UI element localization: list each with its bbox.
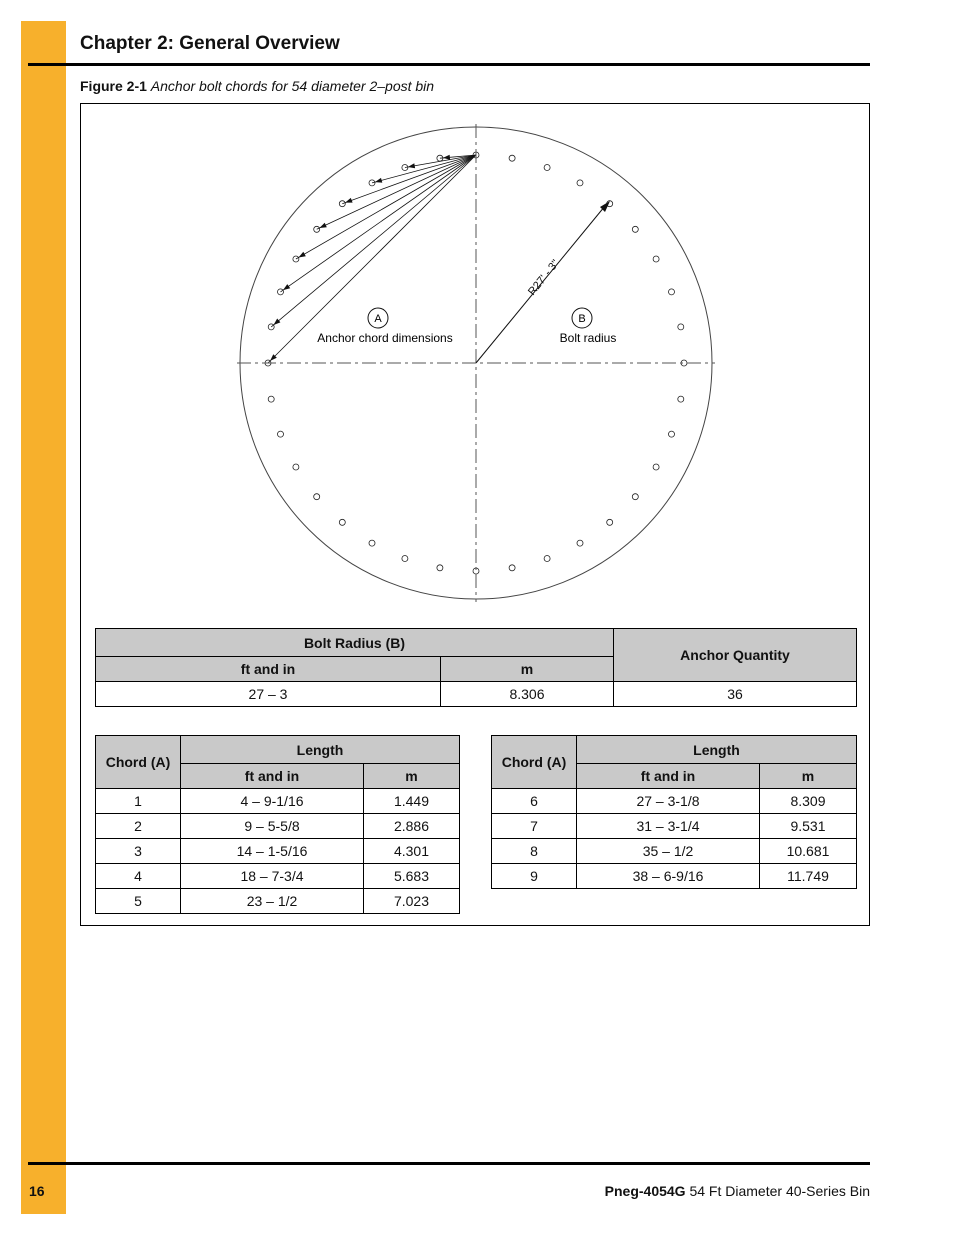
table-row [96,839,460,864]
figure-caption [80,78,434,94]
cell-m: 8.309 [760,789,857,814]
length-header: Length [577,736,857,764]
callout-b-text: Bolt radius [559,331,617,345]
chord-table-right [491,735,857,889]
chord-header: Chord (A) [96,736,181,789]
cell-ft: 35 – 1/2 [577,839,760,864]
chord-arrowhead [299,252,306,258]
figure-number: Figure 2-1 [80,78,147,94]
cell-m: 7.023 [364,889,460,914]
bolt-hole [577,540,583,546]
bolt-m-header: m [441,657,614,682]
bolt-hole [632,226,638,232]
chord-arrowhead [283,284,290,290]
bolt-hole [607,519,613,525]
cell-m: 1.449 [364,789,460,814]
cell-m: 5.683 [364,864,460,889]
bolt-hole [314,494,320,500]
callout-a-text: Anchor chord dimensions [317,331,453,345]
table-row [96,864,460,889]
table-row [492,839,857,864]
chord-line [372,155,476,183]
cell-ft: 27 – 3-1/8 [577,789,760,814]
table-row [96,814,460,839]
bolt-radius-table [95,628,857,707]
bolt-m-value: 8.306 [441,682,614,707]
bolt-hole [632,494,638,500]
cell-ft: 38 – 6-9/16 [577,864,760,889]
chord-arrowhead [443,155,450,160]
doc-title: 54 Ft Diameter 40-Series Bin [689,1183,870,1199]
chord-line [342,155,476,204]
bolt-hole [577,180,583,186]
bolt-hole [669,431,675,437]
chord-arrowhead [274,319,281,326]
table-row [492,814,857,839]
cell-m: 9.531 [760,814,857,839]
bolt-hole [278,431,284,437]
bolt-hole [669,289,675,295]
cell-chord: 1 [96,789,181,814]
chord-arrowhead [375,178,382,183]
footer-rule [28,1162,870,1165]
radius-label: R27' - 3" [526,257,562,298]
bolt-hole [509,565,515,571]
bolt-hole [653,464,659,470]
figure-frame [80,103,870,926]
cell-chord: 6 [492,789,577,814]
bolt-hole [678,396,684,402]
bolt-hole [544,165,550,171]
bolt-hole [653,256,659,262]
cell-chord: 5 [96,889,181,914]
callout-b-letter: B [578,313,586,325]
chord-line [281,155,477,292]
bolt-hole [293,464,299,470]
chord-line [296,155,476,259]
table-row [96,789,460,814]
cell-ft: 31 – 3-1/4 [577,814,760,839]
chord-line [317,155,476,229]
chord-table-left-body [96,789,460,914]
figure-caption-text: Anchor bolt chords for 54 diameter 2–post bin [150,78,435,94]
bolt-ft-value: 27 – 3 [96,682,441,707]
cell-m: 10.681 [760,839,857,864]
chord-table-right-body [492,789,857,889]
chapter-title: Chapter 2: General Overview [80,33,340,54]
bolt-ft-header: ft and in [96,657,441,682]
cell-chord: 9 [492,864,577,889]
chord-arrowhead [408,163,415,168]
chord-header: Chord (A) [492,736,577,789]
bolt-hole [402,556,408,562]
m-header: m [760,764,857,789]
table-row [96,889,460,914]
chapter-side-bar [21,21,66,1214]
cell-ft: 9 – 5-5/8 [181,814,364,839]
cell-chord: 8 [492,839,577,864]
cell-chord: 2 [96,814,181,839]
bolt-radius-header: Bolt Radius (B) [96,629,614,657]
bolt-hole [339,519,345,525]
header-rule [28,63,870,66]
bolt-hole [268,396,274,402]
bolt-hole [509,155,515,161]
doc-code: Pneg-4054G [604,1183,686,1199]
cell-m: 4.301 [364,839,460,864]
cell-chord: 7 [492,814,577,839]
bolt-hole [544,556,550,562]
cell-chord: 3 [96,839,181,864]
bolt-hole [678,324,684,330]
anchor-quantity-value: 36 [614,682,857,707]
table-row [492,864,857,889]
m-header: m [364,764,460,789]
cell-chord: 4 [96,864,181,889]
length-header: Length [181,736,460,764]
bolt-hole [369,540,375,546]
cell-m: 11.749 [760,864,857,889]
cell-ft: 23 – 1/2 [181,889,364,914]
chord-table-left [95,735,460,914]
page-number: 16 [29,1183,45,1199]
ft-header: ft and in [577,764,760,789]
anchor-quantity-header: Anchor Quantity [614,629,857,682]
callout-a-letter: A [374,313,382,325]
ft-header: ft and in [181,764,364,789]
footer-doc-info [605,1183,870,1199]
chord-arrowhead [319,223,326,228]
chord-arrowhead [345,198,353,203]
cell-ft: 18 – 7-3/4 [181,864,364,889]
cell-ft: 14 – 1-5/16 [181,839,364,864]
cell-m: 2.886 [364,814,460,839]
bolt-hole [437,565,443,571]
cell-ft: 4 – 9-1/16 [181,789,364,814]
table-row [492,789,857,814]
